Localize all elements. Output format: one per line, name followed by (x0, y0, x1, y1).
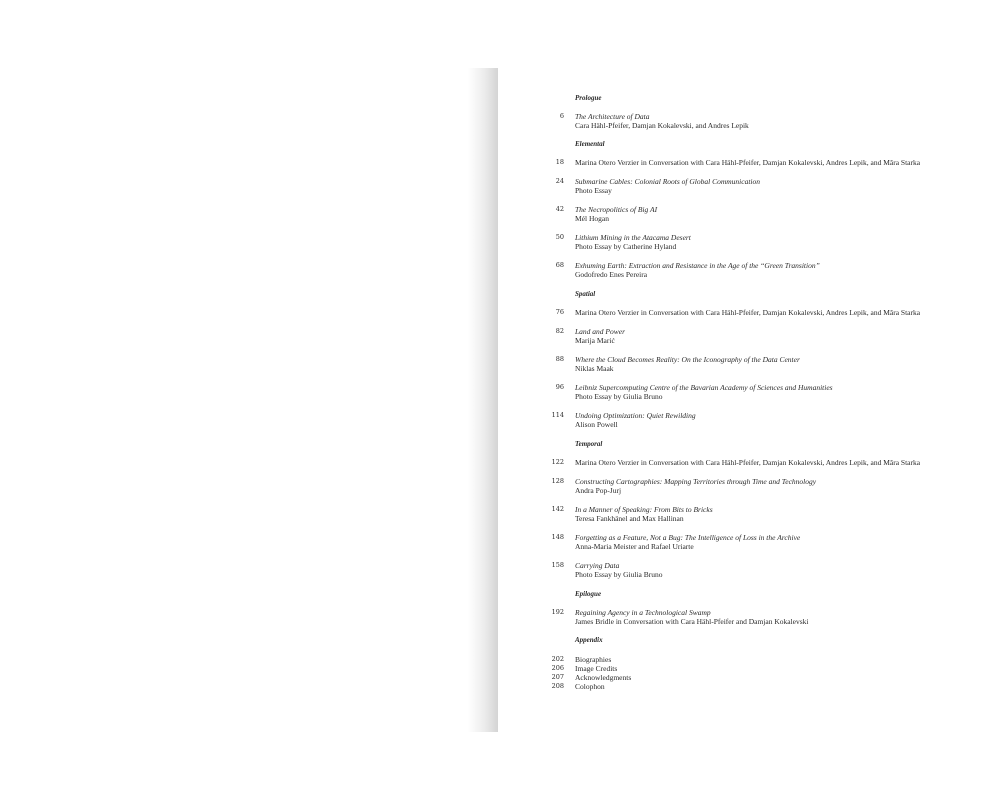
entry-author: Photo Essay by Giulia Bruno (575, 392, 663, 401)
entry-author: Cara Hähl-Pfeifer, Damjan Kokalevski, and Andres Lepik (575, 121, 749, 130)
entry-title: Marina Otero Verzier in Conversation with Cara Hähl-Pfeifer, Damjan Kokalevski, Andres Lepik, and Mâra Starka (575, 308, 921, 317)
page-number: 76 (555, 308, 564, 316)
entry-author: Photo Essay (575, 186, 612, 195)
entry-title: Regaining Agency in a Technological Swamp (575, 608, 711, 617)
section-heading-prologue: Prologue (575, 94, 602, 102)
section-heading-spatial: Spatial (575, 290, 596, 298)
page-number: 82 (555, 327, 564, 335)
table-of-contents (498, 68, 1000, 732)
section-heading-temporal: Temporal (575, 440, 603, 448)
toc-entry (498, 682, 1000, 702)
toc-entry (498, 505, 1000, 525)
entry-title: Forgetting as a Feature, Not a Bug: The Intelligence of Loss in the Archive (575, 533, 801, 542)
entry-author: Godofredo Enes Pereira (575, 270, 648, 279)
entry-author: Photo Essay by Giulia Bruno (575, 570, 663, 579)
right-page (498, 68, 1000, 732)
toc-entry (498, 355, 1000, 375)
entry-title: Where the Cloud Becomes Reality: On the Iconography of the Data Center (575, 355, 800, 364)
entry-title: Acknowledgments (575, 673, 632, 682)
page-number: 18 (555, 158, 564, 166)
toc-entry (498, 608, 1000, 628)
toc-entry (498, 383, 1000, 403)
section-heading-elemental: Elemental (575, 140, 605, 148)
entry-author: Andra Pop-Jurj (575, 486, 622, 495)
toc-entry (498, 411, 1000, 431)
page-number: 148 (551, 533, 564, 541)
page-number: 208 (551, 682, 564, 690)
page-number: 50 (555, 233, 564, 241)
page-number: 158 (551, 561, 564, 569)
page-number: 122 (551, 458, 564, 466)
entry-title: Constructing Cartographies: Mapping Territories through Time and Technology (575, 477, 817, 486)
page-number: 142 (551, 505, 564, 513)
entry-title: Leibniz Supercomputing Centre of the Bavarian Academy of Sciences and Humanities (575, 383, 833, 392)
page-number: 96 (555, 383, 564, 391)
toc-entry (498, 308, 1000, 328)
page-number: 42 (555, 205, 564, 213)
page-number: 68 (555, 261, 564, 269)
toc-entry (498, 112, 1000, 132)
toc-entry (498, 158, 1000, 178)
toc-entry (498, 458, 1000, 478)
entry-title: Carrying Data (575, 561, 620, 570)
entry-title: Marina Otero Verzier in Conversation with Cara Hähl-Pfeifer, Damjan Kokalevski, Andres Lepik, and Mâra Starka (575, 458, 921, 467)
page-number: 114 (551, 411, 564, 419)
page-number: 207 (551, 673, 564, 681)
page-number: 192 (551, 608, 564, 616)
section-heading-epilogue: Epilogue (575, 590, 602, 598)
left-page-blank (0, 68, 498, 732)
entry-title: Image Credits (575, 664, 618, 673)
entry-title: The Architecture of Data (575, 112, 650, 121)
page-number: 6 (559, 112, 564, 120)
entry-title: The Necropolitics of Big AI (575, 205, 658, 214)
entry-author: Anna-Maria Meister and Rafael Uriarte (575, 542, 694, 551)
entry-author: Photo Essay by Catherine Hyland (575, 242, 677, 251)
entry-author: Niklas Maak (575, 364, 614, 373)
toc-entry (498, 205, 1000, 225)
entry-title: Undoing Optimization: Quiet Rewilding (575, 411, 696, 420)
entry-author: Mél Hogan (575, 214, 609, 223)
entry-title: Lithium Mining in the Atacama Desert (575, 233, 691, 242)
entry-title: Colophon (575, 682, 605, 691)
entry-title: Submarine Cables: Colonial Roots of Global Communication (575, 177, 760, 186)
section-heading-appendix: Appendix (575, 636, 603, 644)
entry-title: Land and Power (575, 327, 626, 336)
entry-author: Teresa Fankhänel and Max Hallinan (575, 514, 684, 523)
page-number: 206 (551, 664, 564, 672)
entry-title: Marina Otero Verzier in Conversation with Cara Hähl-Pfeifer, Damjan Kokalevski, Andres Lepik, and Mâra Starka (575, 158, 921, 167)
page-number: 88 (555, 355, 564, 363)
toc-entry (498, 233, 1000, 253)
page-number: 128 (551, 477, 564, 485)
toc-entry (498, 561, 1000, 581)
entry-title: Biographies (575, 655, 612, 664)
toc-entry (498, 327, 1000, 347)
page-number: 202 (551, 655, 564, 663)
toc-entry (498, 533, 1000, 553)
entry-title: In a Manner of Speaking: From Bits to Bricks (575, 505, 713, 514)
toc-entry (498, 477, 1000, 497)
entry-title: Exhuming Earth: Extraction and Resistance in the Age of the “Green Transition” (575, 261, 820, 270)
entry-author: Marija Marić (575, 336, 615, 345)
entry-author: James Bridle in Conversation with Cara Hähl-Pfeifer and Damjan Kokalevski (575, 617, 809, 626)
page-number: 24 (555, 177, 564, 185)
gutter-shadow (468, 68, 498, 732)
toc-entry (498, 261, 1000, 281)
entry-author: Alison Powell (575, 420, 618, 429)
toc-entry (498, 177, 1000, 197)
